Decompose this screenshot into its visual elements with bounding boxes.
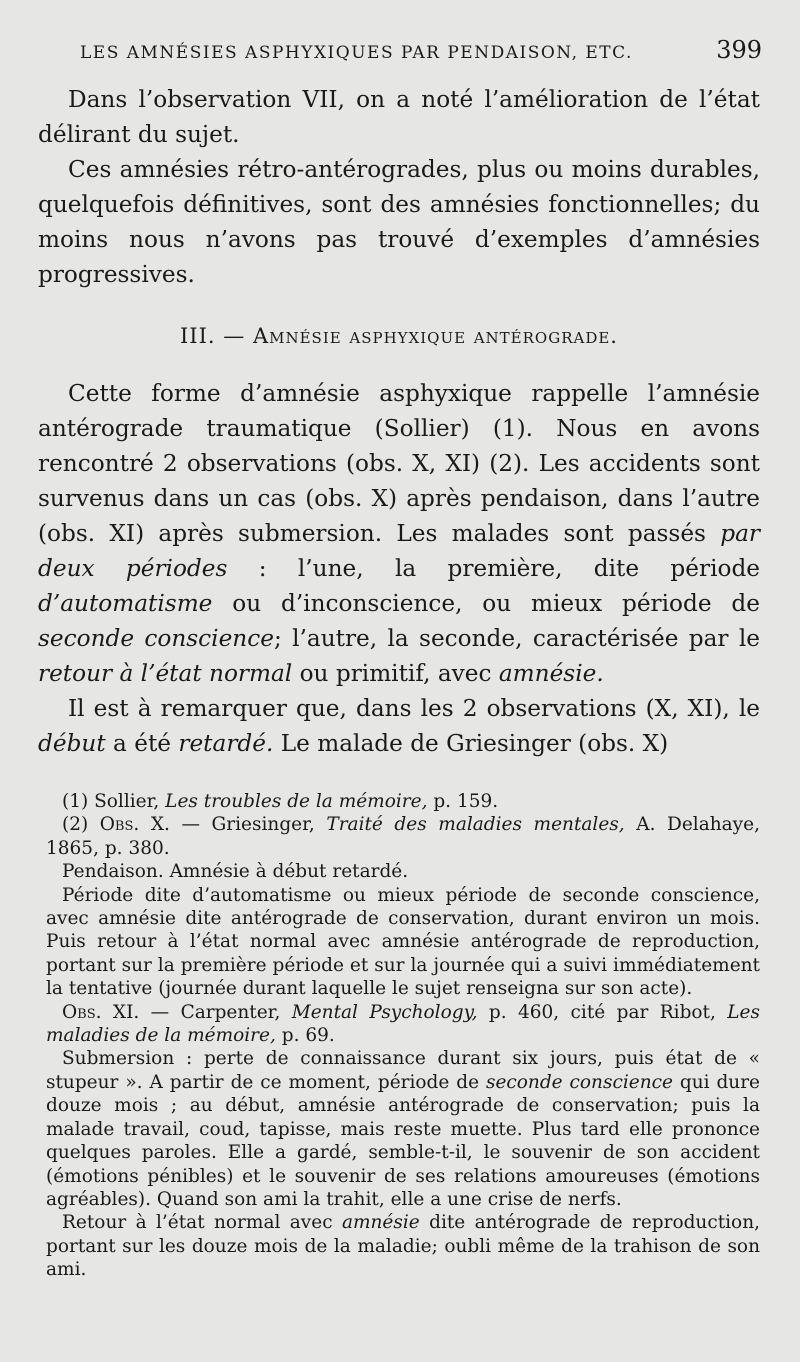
paragraph-4: Il est à remarquer que, dans les 2 observations (X, XI), le début a été retardé. Le malade de Griesinger (obs. X) xyxy=(38,695,760,757)
footnote-2-return: Retour à l’état normal avec amnésie dite antérograde de reproduction, portant sur les douze mois de la maladie; oubli même de la trahison de son ami. xyxy=(46,1212,760,1281)
footnote-2-obs-xi: Obs. XI. — Carpenter, Mental Psychology, p. 460, cité par Ribot, Les maladies de la mémoire, p. 69. xyxy=(46,1001,760,1047)
main-text xyxy=(38,82,760,761)
footnote-2-submersion: Submersion : perte de connaissance durant six jours, puis état de « stupeur ». A partir de ce moment, période de seconde conscience qui dure douze mois ; au début, amnésie antérograde de conservation; puis la malade travail, coud, tapisse, mais reste muette. Plus tard elle prononce quelques paroles. Elle a gardé, semble-t-il, le souvenir de son accident (émotions pénibles) et le souvenir de ses relations amoureuses (émotions agréables). Quand son ami la trahit, elle a une crise de nerfs. xyxy=(46,1048,760,1210)
footnotes xyxy=(46,790,760,1282)
footnote-2: (2) Obs. X. — Griesinger, Traité des maladies mentales, A. Delahaye, 1865, p. 380. xyxy=(46,814,760,859)
paragraph-1: Dans l’observation VII, on a noté l’amélioration de l’état délirant du sujet. xyxy=(38,86,760,148)
page-header xyxy=(80,36,762,72)
section-heading xyxy=(38,319,760,354)
footnote-1: (1) Sollier, Les troubles de la mémoire, p. 159. xyxy=(62,791,499,812)
paragraph-3: Cette forme d’amnésie asphyxique rappelle l’amnésie antérograde traumatique (Sollier) (1). Nous en avons rencontré 2 observations (obs. X, XI) (2). Les accidents sont survenus dans un cas (obs. X) après pendaison, dans l’autre (obs. XI) après submersion. Les malades sont passés par deux périodes : l’une, la première, dite période d’automatisme ou d’inconscience, ou mieux période de seconde conscience; l’autre, la seconde, caractérisée par le retour à l’état normal ou primitif, avec amnésie. xyxy=(38,380,761,687)
paragraph-2: Ces amnésies rétro-antérogrades, plus ou moins durables, quelquefois définitives, sont des amnésies fonctionnelles; du moins nous n’avons pas trouvé d’exemples d’amnésies progressives. xyxy=(38,156,760,288)
page-number: 399 xyxy=(716,36,762,64)
footnote-2-details: Période dite d’automatisme ou mieux période de seconde conscience, avec amnésie dite antérograde de conservation, durant environ un mois. Puis retour à l’état normal avec amnésie antérograde de reproduction, portant sur la première période et sur la journée qui a suivi immédiatement la tentative (journée durant laquelle le sujet renseigna sur son acte). xyxy=(46,884,760,1000)
running-title: LES AMNÉSIES ASPHYXIQUES PAR PENDAISON, ETC. xyxy=(80,43,633,63)
section-number: III. — xyxy=(180,324,246,348)
footnote-2-summary: Pendaison. Amnésie à début retardé. xyxy=(62,861,409,883)
section-title: Amnésie asphyxique antérograde. xyxy=(252,324,618,348)
